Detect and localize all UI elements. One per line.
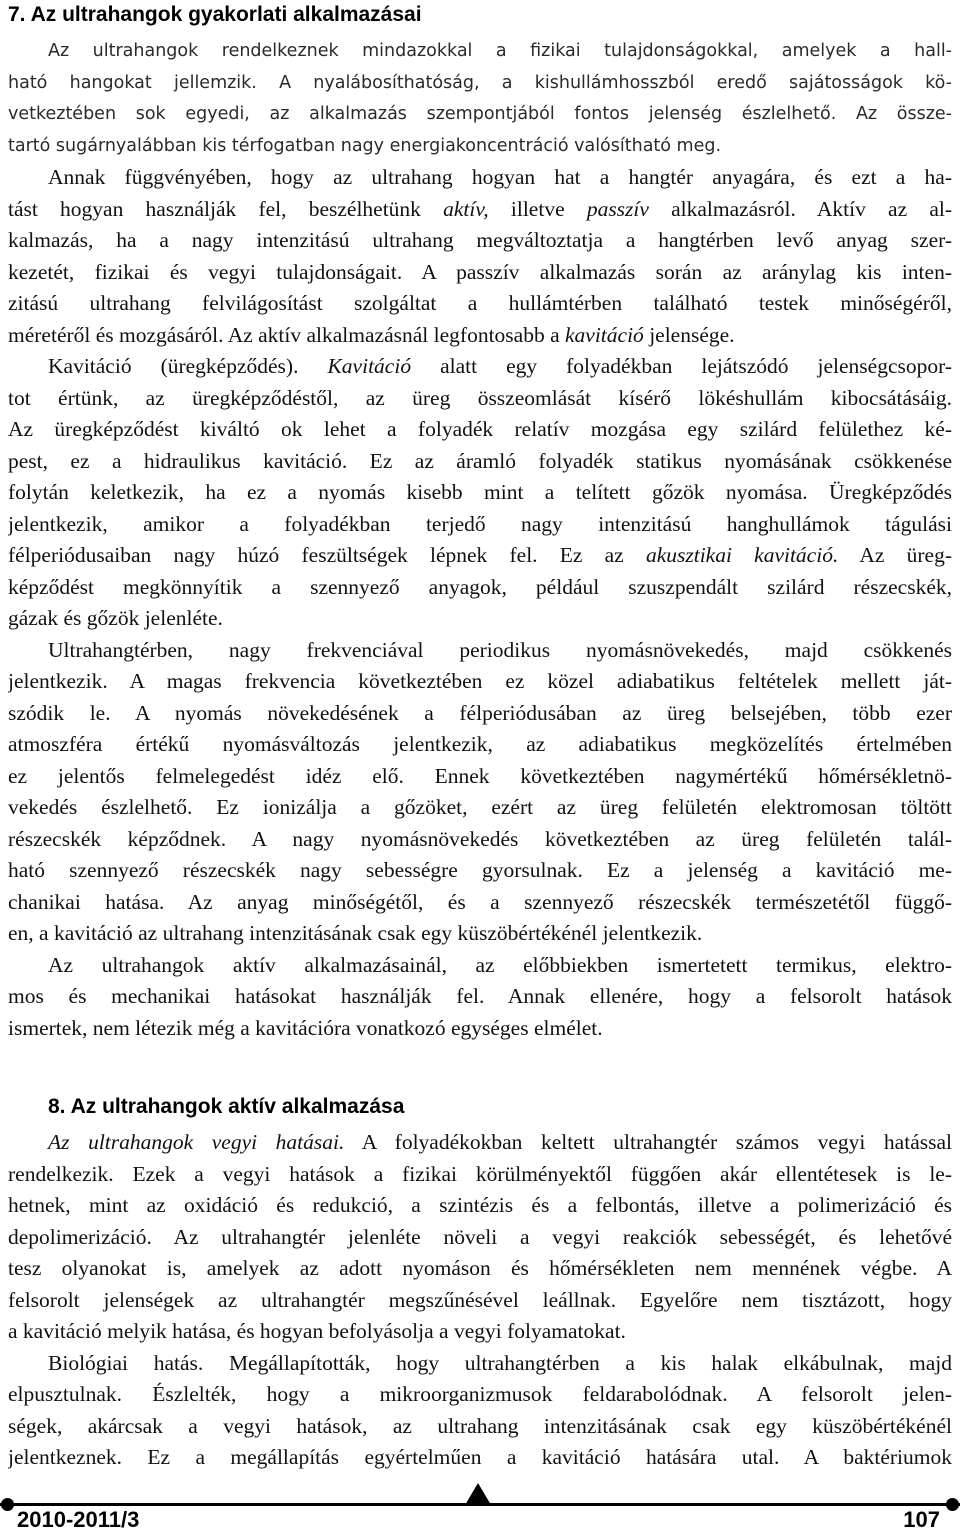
text-run: chanikai hatása. Az anyag minőségétől, és a szennyező részecskék természetétől függő-	[8, 889, 952, 914]
text-line	[8, 1127, 952, 1159]
text-run: Annak függvényében, hogy az ultrahang hogyan hat a hangtér anyagára, és ezt a ha-	[48, 165, 952, 189]
text-line	[8, 918, 952, 950]
text-line	[8, 414, 952, 446]
text-line	[8, 666, 952, 698]
page-footer	[0, 1470, 960, 1534]
text-run: méretéről és mozgásáról. Az aktív alkalmazásnál legfontosabb a	[8, 322, 565, 347]
text-line	[8, 887, 952, 919]
text-line	[8, 950, 952, 982]
text-run: ható hangokat jellemzik. A nyalábosíthatóság, a kishullámhosszból eredő sajátosságok kö-	[8, 72, 952, 93]
text-line	[8, 257, 952, 289]
text-line	[8, 981, 952, 1013]
text-run: alkalmazásról. Aktív az al-	[648, 196, 952, 221]
emphasized-text: aktív,	[443, 196, 489, 221]
text-line	[8, 824, 952, 856]
text-run: a kavitáció melyik hatása, és hogyan befolyásolja a vegyi folyamatokat.	[8, 1319, 626, 1343]
text-run: depolimerizáció. Az ultrahangtér jelenléte növeli a vegyi reakciók sebességét, és lehetővé	[8, 1224, 952, 1249]
text-run: felsorolt jelenségek az ultrahangtér megszűnésével leállnak. Egyelőre nem tisztázott, hogy	[8, 1287, 952, 1312]
text-line	[8, 1379, 952, 1411]
text-line	[8, 792, 952, 824]
text-run: ismertek, nem létezik még a kavitációra vonatkozó egységes elmélet.	[8, 1015, 603, 1040]
text-line	[8, 1348, 952, 1380]
paragraph	[8, 635, 952, 950]
text-line	[8, 761, 952, 793]
text-run: szódik le. A nyomás növekedésének a félperiódusában az üreg belsejében, több ezer	[8, 700, 952, 725]
text-line	[8, 635, 952, 667]
text-run: Az ultrahangok aktív alkalmazásainál, az előbbiekben ismertetett termikus, elektro-	[48, 952, 952, 977]
text-line	[8, 729, 952, 761]
text-line	[8, 1442, 952, 1474]
text-run: elpusztulnak. Észlelték, hogy a mikroorganizmusok feldarabolódnak. A felsorolt jelen-	[8, 1382, 952, 1406]
text-line	[8, 572, 952, 604]
section-body	[8, 36, 952, 1044]
emphasized-text: passzív	[586, 196, 649, 221]
text-run: illetve	[488, 196, 587, 221]
text-line	[8, 1159, 952, 1191]
paragraph	[8, 1127, 952, 1348]
text-run: kezetét, fizikai és vegyi tulajdonságait. A passzív alkalmazás során az aránylag kis inten-	[8, 259, 952, 284]
emphasized-text: akusztikai kavitáció.	[645, 543, 839, 567]
text-run: vetkeztében sok egyedi, az alkalmazás szempontjából fontos jelenség észlelhető. Az össze-	[8, 104, 952, 124]
text-line	[8, 1253, 952, 1285]
text-line	[8, 36, 952, 68]
text-run: Az ultrahangok rendelkeznek mindazokkal a fizikai tulajdonságokkal, amelyek a hall-	[48, 41, 952, 61]
text-run: tesz olyanokat is, amelyek az adott nyomáson és hőmérsékleten nem mennének végbe. A	[8, 1256, 952, 1280]
text-line	[8, 383, 952, 415]
text-run: A folyadékokban keltett ultrahangtér számos vegyi hatással	[344, 1130, 952, 1154]
text-line	[8, 855, 952, 887]
text-run: jelensége.	[643, 322, 735, 347]
text-line	[8, 320, 952, 352]
text-run: Biológiai hatás. Megállapították, hogy ultrahangtérben a kis halak elkábulnak, majd	[48, 1350, 952, 1375]
text-line	[8, 477, 952, 509]
paragraph	[8, 1348, 952, 1474]
text-line	[8, 99, 952, 131]
text-run: mos és mechanikai hatásokat használják fel. Annak ellenére, hogy a felsorolt hatások	[8, 984, 952, 1008]
text-run: tartó sugárnyalábban kis térfogatban nagy energiakoncentráció valósítható meg.	[8, 135, 722, 156]
text-run: részecskék képződnek. A nagy nyomásnövekedés következtében az üreg felületén talál-	[8, 826, 952, 851]
text-run: vekedés észlelhető. Ez ionizálja a gőzöket, ezért az üreg felületén elektromosan töltött	[8, 795, 952, 819]
text-line	[8, 1411, 952, 1443]
text-run: hetnek, mint az oxidáció és redukció, a szintézis és a felbontás, illetve a polimerizáció és	[8, 1193, 952, 1217]
text-run: ez jelentős felmelegedést idéz elő. Ennek következtében nagymértékű hőmérsékletnö-	[8, 763, 952, 788]
text-run: félperiódusaiban nagy húzó feszültségek lépnek fel. Ez az	[8, 543, 646, 567]
text-run: jelentkezik, amikor a folyadékban terjedő nagy intenzitású hanghullámok tágulási	[8, 511, 952, 536]
paragraph	[8, 950, 952, 1045]
page-number: 107	[903, 1507, 940, 1532]
text-run: tot értünk, az üregképződéstől, az üreg összeomlását kísérő lökéshullám kibocsátásáig.	[8, 385, 952, 410]
text-run: gázak és gőzök jelenléte.	[8, 606, 223, 630]
text-run: en, a kavitáció az ultrahang intenzitásának csak egy küszöbértékénél jelentkezik.	[8, 921, 703, 945]
text-line	[8, 540, 952, 572]
emphasized-text: kavitáció	[565, 322, 644, 347]
text-run: atmoszféra értékű nyomásváltozás jelentkezik, az adiabatikus megközelítés értelmében	[8, 732, 952, 756]
text-line	[8, 446, 952, 478]
issue-number: 2010-2011/3	[17, 1507, 140, 1532]
text-run: Az üregképződést kiváltó ok lehet a folyadék relatív mozgása egy szilárd felülethez ké-	[8, 417, 952, 441]
text-run: jelentkeznek. Ez a megállapítás egyértelműen a kavitáció hatására utal. A baktériumok	[8, 1445, 952, 1469]
triangle-icon	[465, 1483, 491, 1505]
text-line	[8, 1285, 952, 1317]
emphasized-text: Kavitáció	[327, 354, 412, 378]
text-line	[8, 1013, 952, 1045]
text-line	[8, 162, 952, 194]
text-run: rendelkezik. Ezek a vegyi hatások a fizikai körülményektől függően akár ellentétesek is le-	[8, 1161, 952, 1186]
section-heading: 8. Az ultrahangok aktív alkalmazása	[48, 1095, 405, 1118]
text-run: folytán keletkezik, ha ez a nyomás kisebb mint a telített gőzök nyomása. Üregképződés	[8, 480, 952, 504]
text-line	[8, 509, 952, 541]
paragraph	[8, 162, 952, 351]
text-run: pest, ez a hidraulikus kavitáció. Ez az áramló folyadék statikus nyomásának csökkenése	[8, 448, 952, 473]
text-line	[8, 603, 952, 635]
text-run: kalmazás, ha a nagy intenzitású ultrahang megváltoztatja a hangtérben levő anyag szer-	[8, 228, 952, 252]
emphasized-text: Az ultrahangok vegyi hatásai.	[48, 1130, 345, 1154]
section-body	[8, 1127, 952, 1474]
text-line	[8, 1190, 952, 1222]
text-run: ségek, akárcsak a vegyi hatások, az ultrahang intenzitásának csak egy küszöbértékénél	[8, 1413, 952, 1438]
text-run: tást hogyan használják fel, beszélhetünk	[8, 196, 444, 221]
text-line	[8, 1316, 952, 1348]
dot-icon	[1, 1498, 14, 1511]
text-line	[8, 131, 952, 163]
text-run: jelentkezik. A magas frekvencia következtében ez közel adiabatikus feltételek mellett ját-	[8, 669, 952, 693]
text-run: alatt egy folyadékban lejátszódó jelenségcsopor-	[411, 354, 952, 378]
dot-icon	[946, 1498, 959, 1511]
text-line	[8, 194, 952, 226]
text-line	[8, 698, 952, 730]
text-run: Ultrahangtérben, nagy frekvenciával periodikus nyomásnövekedés, majd csökkenés	[48, 637, 952, 662]
text-line	[8, 288, 952, 320]
paragraph	[8, 36, 952, 162]
text-run: Az üreg-	[838, 543, 952, 567]
text-line	[8, 225, 952, 257]
text-line	[8, 1222, 952, 1254]
text-line	[8, 351, 952, 383]
text-run: ható szennyező részecskék nagy sebességre gyorsulnak. Ez a jelenség a kavitáció me-	[8, 858, 952, 882]
text-run: zitású ultrahang felvilágosítást szolgáltat a hullámtérben található testek minőségéről,	[8, 291, 952, 315]
text-run: Kavitáció (üregképződés).	[48, 354, 328, 378]
text-line	[8, 68, 952, 100]
paragraph	[8, 351, 952, 635]
section-heading: 7. Az ultrahangok gyakorlati alkalmazásai	[8, 3, 422, 26]
text-run: képződést megkönnyítik a szennyező anyagok, például szuszpendált szilárd részecskék,	[8, 574, 952, 599]
